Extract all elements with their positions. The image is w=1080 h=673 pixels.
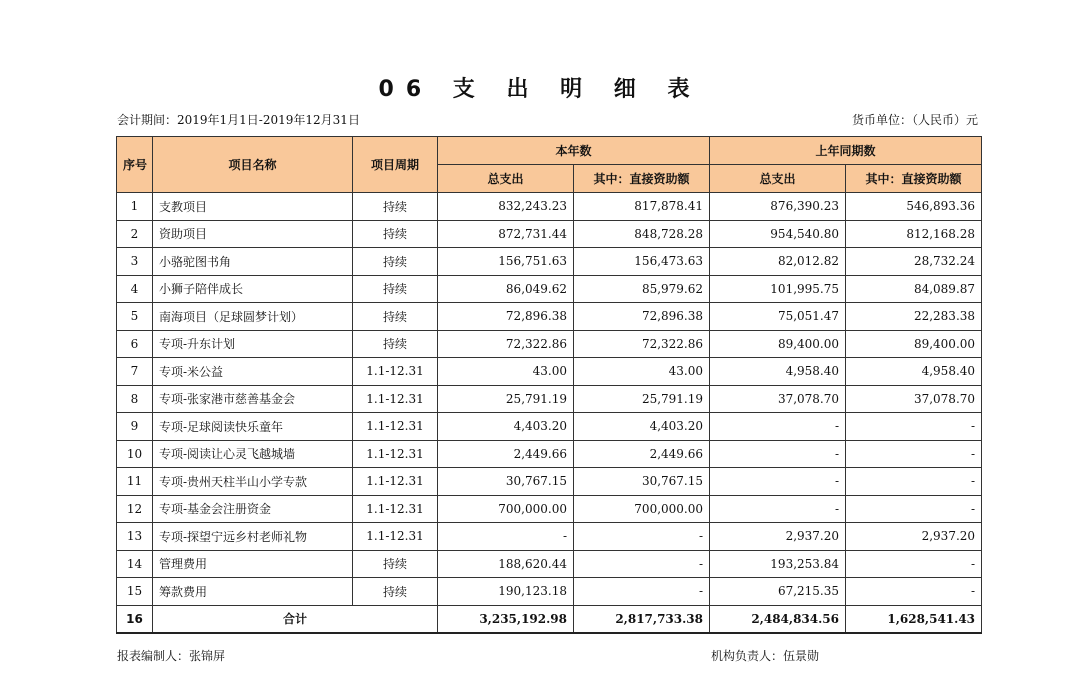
- total-seq: 16: [117, 605, 153, 633]
- table-row: [117, 413, 982, 441]
- row-seq: 5: [117, 303, 153, 331]
- row-prev-total: 67,215.35: [710, 578, 846, 606]
- row-cur-aid: 25,791.19: [574, 385, 710, 413]
- row-cur-aid: 43.00: [574, 358, 710, 386]
- table-row: [117, 523, 982, 551]
- row-cycle: 1.1-12.31: [353, 385, 438, 413]
- row-prev-aid: -: [846, 550, 982, 578]
- row-seq: 8: [117, 385, 153, 413]
- row-cur-aid: 2,449.66: [574, 440, 710, 468]
- row-cycle: 持续: [353, 578, 438, 606]
- row-seq: 13: [117, 523, 153, 551]
- row-prev-total: 89,400.00: [710, 330, 846, 358]
- row-cycle: 1.1-12.31: [353, 495, 438, 523]
- header-cycle: 项目周期: [353, 137, 438, 193]
- row-name: 小狮子陪伴成长: [153, 275, 353, 303]
- table-row: [117, 578, 982, 606]
- total-label: 合计: [153, 605, 438, 633]
- row-name: 专项-阅读让心灵飞越城墙: [153, 440, 353, 468]
- row-cur-aid: 72,322.86: [574, 330, 710, 358]
- row-cur-total: 872,731.44: [438, 220, 574, 248]
- row-seq: 6: [117, 330, 153, 358]
- row-cycle: 持续: [353, 248, 438, 276]
- row-prev-aid: 546,893.36: [846, 193, 982, 221]
- table-row: [117, 495, 982, 523]
- row-prev-total: -: [710, 468, 846, 496]
- row-cur-total: 25,791.19: [438, 385, 574, 413]
- row-prev-total: 82,012.82: [710, 248, 846, 276]
- row-name: 资助项目: [153, 220, 353, 248]
- row-cur-aid: 30,767.15: [574, 468, 710, 496]
- row-cycle: 持续: [353, 330, 438, 358]
- row-cycle: 1.1-12.31: [353, 468, 438, 496]
- row-name: 管理费用: [153, 550, 353, 578]
- row-seq: 14: [117, 550, 153, 578]
- row-seq: 4: [117, 275, 153, 303]
- header-last-year: 上年同期数: [710, 137, 982, 165]
- row-prev-total: 876,390.23: [710, 193, 846, 221]
- table-row: [117, 385, 982, 413]
- row-prev-total: 101,995.75: [710, 275, 846, 303]
- row-seq: 15: [117, 578, 153, 606]
- row-prev-aid: 89,400.00: [846, 330, 982, 358]
- row-prev-aid: 812,168.28: [846, 220, 982, 248]
- row-cycle: 持续: [353, 275, 438, 303]
- expense-table: [116, 136, 982, 634]
- row-cur-total: 156,751.63: [438, 248, 574, 276]
- row-seq: 3: [117, 248, 153, 276]
- row-cur-total: 190,123.18: [438, 578, 574, 606]
- row-name: 专项-米公益: [153, 358, 353, 386]
- row-name: 专项-基金会注册资金: [153, 495, 353, 523]
- row-seq: 12: [117, 495, 153, 523]
- table-row: [117, 358, 982, 386]
- row-cur-aid: 156,473.63: [574, 248, 710, 276]
- header-prev-total: 总支出: [710, 165, 846, 193]
- header-current-year: 本年数: [438, 137, 710, 165]
- row-prev-total: 4,958.40: [710, 358, 846, 386]
- row-cur-aid: 72,896.38: [574, 303, 710, 331]
- row-cycle: 持续: [353, 303, 438, 331]
- row-seq: 7: [117, 358, 153, 386]
- header-prev-aid: 其中：直接资助额: [846, 165, 982, 193]
- header-cur-total: 总支出: [438, 165, 574, 193]
- row-name: 筹款费用: [153, 578, 353, 606]
- row-prev-total: 193,253.84: [710, 550, 846, 578]
- row-cur-total: 4,403.20: [438, 413, 574, 441]
- total-cur-aid: 2,817,733.38: [574, 605, 710, 633]
- total-row: [117, 605, 982, 633]
- row-seq: 11: [117, 468, 153, 496]
- table-row: [117, 193, 982, 221]
- row-prev-aid: -: [846, 440, 982, 468]
- row-cycle: 持续: [353, 550, 438, 578]
- report-title: 06 支 出 明 细 表: [378, 77, 702, 102]
- row-prev-total: 2,937.20: [710, 523, 846, 551]
- row-prev-aid: 28,732.24: [846, 248, 982, 276]
- report-preparer: 报表编制人：张锦屏: [117, 649, 226, 663]
- row-cur-aid: -: [574, 550, 710, 578]
- row-name: 专项-张家港市慈善基金会: [153, 385, 353, 413]
- row-cur-aid: 85,979.62: [574, 275, 710, 303]
- row-seq: 9: [117, 413, 153, 441]
- row-name: 支教项目: [153, 193, 353, 221]
- row-prev-aid: -: [846, 413, 982, 441]
- table-row: [117, 275, 982, 303]
- row-seq: 1: [117, 193, 153, 221]
- header-row-1: [117, 137, 982, 165]
- row-cur-total: 2,449.66: [438, 440, 574, 468]
- row-prev-aid: 37,078.70: [846, 385, 982, 413]
- row-prev-aid: 4,958.40: [846, 358, 982, 386]
- total-prev-aid: 1,628,541.43: [846, 605, 982, 633]
- row-prev-aid: -: [846, 468, 982, 496]
- table-row: [117, 440, 982, 468]
- table-row: [117, 248, 982, 276]
- table-row: [117, 303, 982, 331]
- total-prev-total: 2,484,834.56: [710, 605, 846, 633]
- row-prev-aid: 22,283.38: [846, 303, 982, 331]
- row-prev-total: 954,540.80: [710, 220, 846, 248]
- row-cur-total: 188,620.44: [438, 550, 574, 578]
- row-cur-aid: 700,000.00: [574, 495, 710, 523]
- row-cur-total: 72,896.38: [438, 303, 574, 331]
- row-cycle: 持续: [353, 193, 438, 221]
- table-row: [117, 330, 982, 358]
- row-cur-aid: 817,878.41: [574, 193, 710, 221]
- row-cur-total: 72,322.86: [438, 330, 574, 358]
- row-name: 小骆驼图书角: [153, 248, 353, 276]
- row-prev-total: -: [710, 495, 846, 523]
- row-name: 专项-足球阅读快乐童年: [153, 413, 353, 441]
- row-cur-total: 700,000.00: [438, 495, 574, 523]
- row-cur-aid: 4,403.20: [574, 413, 710, 441]
- table-row: [117, 550, 982, 578]
- header-name: 项目名称: [153, 137, 353, 193]
- row-cur-aid: -: [574, 578, 710, 606]
- row-cycle: 持续: [353, 220, 438, 248]
- table-row: [117, 468, 982, 496]
- currency-unit: 货币单位：（人民币）元: [851, 113, 978, 127]
- row-cur-aid: 848,728.28: [574, 220, 710, 248]
- row-cur-aid: -: [574, 523, 710, 551]
- row-cur-total: 86,049.62: [438, 275, 574, 303]
- row-cur-total: -: [438, 523, 574, 551]
- row-prev-total: 75,051.47: [710, 303, 846, 331]
- table-row: [117, 220, 982, 248]
- row-cur-total: 43.00: [438, 358, 574, 386]
- row-cur-total: 30,767.15: [438, 468, 574, 496]
- row-prev-total: 37,078.70: [710, 385, 846, 413]
- row-name: 专项-升东计划: [153, 330, 353, 358]
- row-cur-total: 832,243.23: [438, 193, 574, 221]
- row-prev-aid: -: [846, 578, 982, 606]
- row-prev-aid: 84,089.87: [846, 275, 982, 303]
- row-prev-aid: 2,937.20: [846, 523, 982, 551]
- row-name: 专项-探望宁远乡村老师礼物: [153, 523, 353, 551]
- total-cur-total: 3,235,192.98: [438, 605, 574, 633]
- row-name: 专项-贵州天柱半山小学专款: [153, 468, 353, 496]
- row-cycle: 1.1-12.31: [353, 358, 438, 386]
- row-name: 南海项目（足球圆梦计划）: [153, 303, 353, 331]
- accounting-period: 会计期间：2019年1月1日-2019年12月31日: [117, 113, 360, 127]
- header-cur-aid: 其中：直接资助额: [574, 165, 710, 193]
- row-prev-total: -: [710, 440, 846, 468]
- row-seq: 10: [117, 440, 153, 468]
- row-cycle: 1.1-12.31: [353, 523, 438, 551]
- row-prev-total: -: [710, 413, 846, 441]
- header-seq: 序号: [117, 137, 153, 193]
- row-prev-aid: -: [846, 495, 982, 523]
- row-cycle: 1.1-12.31: [353, 413, 438, 441]
- organization-head: 机构负责人：伍景勋: [711, 649, 820, 663]
- row-seq: 2: [117, 220, 153, 248]
- row-cycle: 1.1-12.31: [353, 440, 438, 468]
